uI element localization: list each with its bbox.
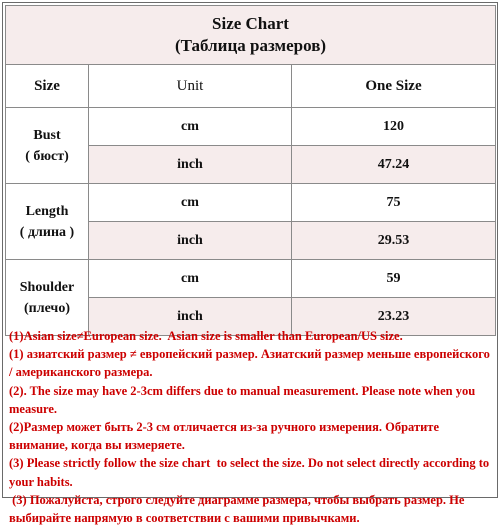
chart-title [6,6,496,65]
row-label-ru: (плечо) [23,300,70,316]
unit-cell: inch [89,298,292,336]
value-cell: 29.53 [292,222,496,260]
value-cell: 75 [292,184,496,222]
size-chart-sheet [2,2,498,526]
chart-title-en: Size Chart [212,14,289,33]
row-label-bust [6,108,89,184]
note-line: (1)Asian size≠European size. Asian size is smaller than European/US size. [9,329,403,343]
notes-block [9,327,493,527]
row-label-en: Shoulder [19,279,75,295]
row-label-ru: ( длина ) [19,224,75,240]
note-line: (2)Размер может быть 2-3 см отличается из-за ручного измерения. Обратите внимание, когда вы измеряете. [9,420,443,453]
unit-cell: inch [89,146,292,184]
note-line: (2). The size may have 2-3cm differs due to manual measurement. Please note when you measure. [9,383,479,416]
table-row [6,260,496,298]
value-cell: 47.24 [292,146,496,184]
value-cell: 120 [292,108,496,146]
table-row [6,184,496,222]
header-one-size: One Size [292,65,496,108]
note-line: (3) Please strictly follow the size chart to select the size. Do not select directly according to your habits. [9,456,493,489]
title-row [6,6,496,65]
value-cell: 23.23 [292,298,496,336]
unit-cell: cm [89,260,292,298]
row-label-ru: ( бюст) [25,148,69,164]
row-label-en: Length [25,203,69,219]
row-label-shoulder [6,260,89,336]
row-label-length [6,184,89,260]
header-size: Size [6,65,89,108]
value-cell: 59 [292,260,496,298]
header-row [6,65,496,108]
note-line: (1) азиатский размер ≠ европейский размер. Азиатский размер меньше европейского / американского размера. [9,347,493,380]
header-unit: Unit [89,65,292,108]
chart-title-ru: (Таблица размеров) [174,36,327,55]
table-row [6,108,496,146]
size-chart-table [5,5,496,336]
unit-cell: inch [89,222,292,260]
unit-cell: cm [89,184,292,222]
row-label-en: Bust [33,127,61,143]
note-line: (3) Пожалуйста, строго следуйте диаграмме размера, чтобы выбрать размер. Не выбирайте напрямую в соответствии с вашими привычками. [9,492,468,526]
unit-cell: cm [89,108,292,146]
